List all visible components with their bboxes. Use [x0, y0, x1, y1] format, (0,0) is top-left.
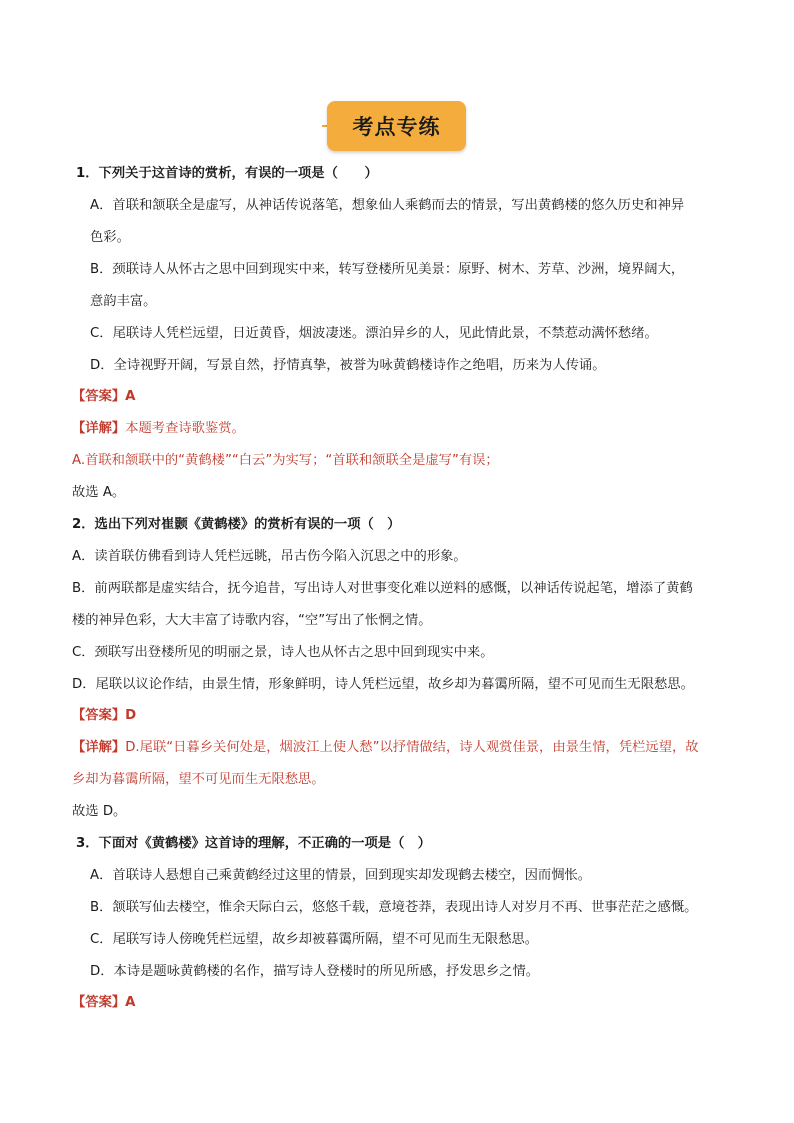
answer-label: 【答案】A	[72, 995, 136, 1010]
q3-b: B．颔联写仙去楼空，惟余天际白云，悠悠千载，意境苍莽，表现出诗人对岁月不再、世事茫茫之感慨。	[90, 900, 698, 915]
detail-label: 【详解】	[72, 740, 126, 755]
q2-b1: B．前两联都是虚实结合，抚今追昔，写出诗人对世事变化难以逆料的感慨，以神话传说起笔，增添了黄鹤	[72, 581, 693, 596]
q1-a1: A．首联和颔联全是虚写，从神话传说落笔，想象仙人乘鹤而去的情景，写出黄鹤楼的悠久历史和神异	[90, 198, 685, 213]
q2-d: D．尾联以议论作结，由景生情，形象鲜明，诗人凭栏远望，故乡却为暮霭所隔，望不可见而生无限愁思。	[72, 677, 694, 692]
q1-detail: 【详解】本题考查诗歌鉴赏。	[72, 421, 245, 436]
banner-title: 考点专练	[327, 101, 466, 151]
detail-label: 【详解】	[72, 421, 126, 436]
q3-answer	[72, 994, 135, 1012]
q1-b2: 意韵丰富。	[90, 294, 157, 309]
q3-c: C．尾联写诗人傍晚凭栏远望，故乡却被暮霭所隔，望不可见而生无限愁思。	[90, 932, 539, 947]
q1-a2: 色彩。	[90, 230, 130, 245]
q2-answer	[72, 707, 136, 725]
q1-d: D．全诗视野开阔，写景自然，抒情真挚，被誉为咏黄鹤楼诗作之绝唱，历来为人传诵。	[90, 358, 606, 373]
q2-a: A．读首联仿佛看到诗人凭栏远眺，吊古伤今陷入沉思之中的形象。	[72, 549, 467, 564]
q1-pick: 故选 A。	[72, 485, 126, 500]
q2-c: C．颈联写出登楼所见的明丽之景，诗人也从怀古之思中回到现实中来。	[72, 645, 494, 660]
answer-label: 【答案】A	[72, 389, 136, 404]
section-banner	[0, 101, 794, 151]
q2-b2: 楼的神异色彩，大大丰富了诗歌内容，“空”写出了怅惘之情。	[72, 613, 432, 628]
q1-c: C．尾联诗人凭栏远望，日近黄昏，烟波凄迷。漂泊异乡的人，见此情此景，不禁惹动满怀愁绪。	[90, 326, 658, 341]
q3-a: A．首联诗人悬想自己乘黄鹤经过这里的情景，回到现实却发现鹤去楼空，因而惆怅。	[90, 868, 592, 883]
answer-label: 【答案】D	[72, 708, 137, 723]
q3-title: 3．下面对《黄鹤楼》这首诗的理解，不正确的一项是（ ）	[76, 836, 431, 851]
q3-d: D．本诗是题咏黄鹤楼的名作，描写诗人登楼时的所见所感，抒发思乡之情。	[90, 964, 540, 979]
q1-answer	[72, 388, 135, 406]
q1-exp: A.首联和颔联中的“黄鹤楼”“白云”为实写；“首联和颔联全是虚写”有误；	[72, 453, 499, 468]
q1-b1: B．颈联诗人从怀古之思中回到现实中来，转写登楼所见美景：原野、树木、芳草、沙洲，境界阔大，	[90, 262, 685, 277]
q2-detail2: 乡却为暮霭所隔，望不可见而生无限愁思。	[72, 772, 325, 787]
q2-detail1: 【详解】D.尾联“日暮乡关何处是，烟波江上使人愁”以抒情做结，诗人观赏佳景，由景生情，凭栏远望，故	[72, 740, 699, 755]
q2-title: 2．选出下列对崔颢《黄鹤楼》的赏析有误的一项（ ）	[72, 517, 401, 532]
q2-pick: 故选 D。	[72, 804, 127, 819]
q1-title: 1．下列关于这首诗的赏析，有误的一项是（ ）	[76, 166, 378, 181]
